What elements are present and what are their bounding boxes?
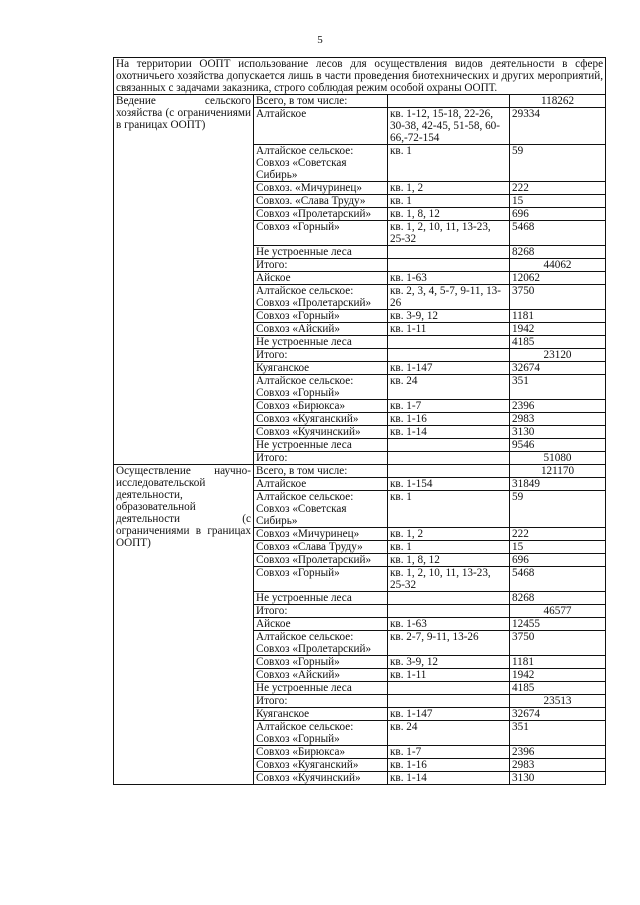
forestry-name-cell: Совхоз «Пролетарский» [254,554,388,567]
quarter-numbers-cell: кв. 24 [388,721,510,746]
forestry-name-cell: Алтайское сельское: Совхоз «Пролетарский» [254,631,388,656]
area-cell: 59 [510,145,606,182]
forestry-name-cell: Совхоз «Куяганский» [254,413,388,426]
quarter-numbers-cell [388,259,510,272]
forestry-name-cell: Совхоз «Мичуринец» [254,528,388,541]
area-cell: 118262 [510,95,606,108]
forestry-name-cell: Итого: [254,605,388,618]
area-cell: 3130 [510,426,606,439]
quarter-numbers-cell: кв. 3-9, 12 [388,656,510,669]
forestry-name-cell: Не устроенные леса [254,682,388,695]
quarter-numbers-cell [388,336,510,349]
area-cell: 2983 [510,413,606,426]
area-cell: 4185 [510,682,606,695]
area-cell: 32674 [510,362,606,375]
area-cell: 696 [510,208,606,221]
quarter-numbers-cell: кв. 1, 2, 10, 11, 13-23, 25-32 [388,567,510,592]
forestry-name-cell: Алтайское сельское: Совхоз «Горный» [254,721,388,746]
area-cell: 23120 [510,349,606,362]
area-cell: 8268 [510,246,606,259]
area-cell: 23513 [510,695,606,708]
forestry-name-cell: Алтайское [254,108,388,145]
forestry-name-cell: Итого: [254,695,388,708]
forestry-name-cell: Всего, в том числе: [254,465,388,478]
forestry-name-cell: Совхоз «Бирюкса» [254,400,388,413]
area-cell: 59 [510,491,606,528]
area-cell: 351 [510,375,606,400]
quarter-numbers-cell: кв. 1 [388,541,510,554]
forestry-name-cell: Совхоз «Пролетарский» [254,208,388,221]
forestry-name-cell: Итого: [254,259,388,272]
area-cell: 12455 [510,618,606,631]
forestry-name-cell: Алтайское сельское: Совхоз «Горный» [254,375,388,400]
area-cell: 1942 [510,323,606,336]
area-cell: 15 [510,541,606,554]
quarter-numbers-cell: кв. 1-63 [388,618,510,631]
forestry-name-cell: Алтайское сельское: Совхоз «Пролетарский» [254,285,388,310]
quarter-numbers-cell: кв. 1-154 [388,478,510,491]
area-cell: 51080 [510,452,606,465]
area-cell: 3130 [510,772,606,785]
quarter-numbers-cell: кв. 1-7 [388,746,510,759]
quarter-numbers-cell [388,682,510,695]
forestry-name-cell: Совхоз. «Мичуринец» [254,182,388,195]
forestry-name-cell: Не устроенные леса [254,439,388,452]
quarter-numbers-cell: кв. 1-14 [388,772,510,785]
intro-row [114,58,606,95]
forestry-name-cell: Всего, в том числе: [254,95,388,108]
forestry-name-cell: Совхоз. «Слава Труду» [254,195,388,208]
area-cell: 4185 [510,336,606,349]
forestry-name-cell: Не устроенные леса [254,246,388,259]
quarter-numbers-cell: кв. 2, 3, 4, 5-7, 9-11, 13-26 [388,285,510,310]
quarter-numbers-cell: кв. 1, 8, 12 [388,208,510,221]
forestry-name-cell: Алтайское [254,478,388,491]
area-cell: 351 [510,721,606,746]
forestry-name-cell: Алтайское сельское: Совхоз «Советская Сибирь» [254,145,388,182]
quarter-numbers-cell: кв. 1-11 [388,323,510,336]
quarter-numbers-cell: кв. 1, 2 [388,528,510,541]
quarter-numbers-cell: кв. 1-147 [388,708,510,721]
forestry-name-cell: Совхоз «Горный» [254,567,388,592]
quarter-numbers-cell: кв. 1 [388,491,510,528]
forestry-name-cell: Совхоз «Горный» [254,310,388,323]
forestry-name-cell: Итого: [254,349,388,362]
forestry-name-cell: Куяганское [254,708,388,721]
table-body [114,58,606,785]
quarter-numbers-cell [388,452,510,465]
forestry-name-cell: Совхоз «Куячинский» [254,772,388,785]
quarter-numbers-cell: кв. 3-9, 12 [388,310,510,323]
quarter-numbers-cell: кв. 1-147 [388,362,510,375]
land-use-table [113,57,606,785]
activity-type-cell: Осуществление научно-исследовательской деятельности, образовательной деятельности (с ограничениями в границах ООПТ) [114,465,254,785]
quarter-numbers-cell: кв. 1-63 [388,272,510,285]
forestry-name-cell: Совхоз «Айский» [254,323,388,336]
area-cell: 3750 [510,285,606,310]
forestry-name-cell: Совхоз «Бирюкса» [254,746,388,759]
quarter-numbers-cell: кв. 1, 2 [388,182,510,195]
area-cell: 696 [510,554,606,567]
quarter-numbers-cell: кв. 1-12, 15-18, 22-26, 30-38, 42-45, 51-58, 60-66,-72-154 [388,108,510,145]
table-row [114,465,606,478]
quarter-numbers-cell: кв. 2-7, 9-11, 13-26 [388,631,510,656]
area-cell: 121170 [510,465,606,478]
area-cell: 9546 [510,439,606,452]
quarter-numbers-cell [388,465,510,478]
forestry-name-cell: Итого: [254,452,388,465]
forestry-name-cell: Совхоз «Куячинский» [254,426,388,439]
area-cell: 8268 [510,592,606,605]
area-cell: 3750 [510,631,606,656]
quarter-numbers-cell [388,592,510,605]
forestry-name-cell: Айское [254,272,388,285]
forestry-name-cell: Не устроенные леса [254,336,388,349]
area-cell: 2396 [510,400,606,413]
forestry-name-cell: Не устроенные леса [254,592,388,605]
area-cell: 46577 [510,605,606,618]
area-cell: 44062 [510,259,606,272]
area-cell: 1181 [510,310,606,323]
forestry-name-cell: Совхоз «Горный» [254,656,388,669]
activity-type-cell: Ведение сельского хозяйства (с ограничениями в границах ООПТ) [114,95,254,465]
table-row [114,95,606,108]
quarter-numbers-cell: кв. 1 [388,145,510,182]
quarter-numbers-cell: кв. 1, 8, 12 [388,554,510,567]
forestry-name-cell: Совхоз «Айский» [254,669,388,682]
quarter-numbers-cell [388,95,510,108]
area-cell: 32674 [510,708,606,721]
forestry-name-cell: Совхоз «Горный» [254,221,388,246]
quarter-numbers-cell: кв. 1 [388,195,510,208]
quarter-numbers-cell: кв. 1, 2, 10, 11, 13-23, 25-32 [388,221,510,246]
quarter-numbers-cell: кв. 1-11 [388,669,510,682]
area-cell: 1942 [510,669,606,682]
area-cell: 29334 [510,108,606,145]
area-cell: 15 [510,195,606,208]
forestry-name-cell: Айское [254,618,388,631]
quarter-numbers-cell: кв. 24 [388,375,510,400]
area-cell: 2396 [510,746,606,759]
area-cell: 222 [510,182,606,195]
area-cell: 31849 [510,478,606,491]
area-cell: 1181 [510,656,606,669]
forestry-name-cell: Алтайское сельское: Совхоз «Советская Сибирь» [254,491,388,528]
quarter-numbers-cell [388,246,510,259]
quarter-numbers-cell [388,439,510,452]
area-cell: 12062 [510,272,606,285]
page-number: 5 [317,34,323,46]
area-cell: 5468 [510,221,606,246]
quarter-numbers-cell: кв. 1-16 [388,413,510,426]
quarter-numbers-cell: кв. 1-14 [388,426,510,439]
area-cell: 5468 [510,567,606,592]
quarter-numbers-cell [388,349,510,362]
quarter-numbers-cell: кв. 1-16 [388,759,510,772]
area-cell: 2983 [510,759,606,772]
forestry-name-cell: Куяганское [254,362,388,375]
intro-text: На территории ООПТ использование лесов для осуществления видов деятельности в сфере охотничьего хозяйства допускается лишь в части проведения биотехнических и других мероприятий, связанных с задачами заказника, строго соблюдая режим особой охраны ООПТ. [114,58,606,95]
area-cell: 222 [510,528,606,541]
forestry-name-cell: Совхоз «Слава Труду» [254,541,388,554]
quarter-numbers-cell [388,605,510,618]
quarter-numbers-cell [388,695,510,708]
quarter-numbers-cell: кв. 1-7 [388,400,510,413]
forestry-name-cell: Совхоз «Куяганский» [254,759,388,772]
